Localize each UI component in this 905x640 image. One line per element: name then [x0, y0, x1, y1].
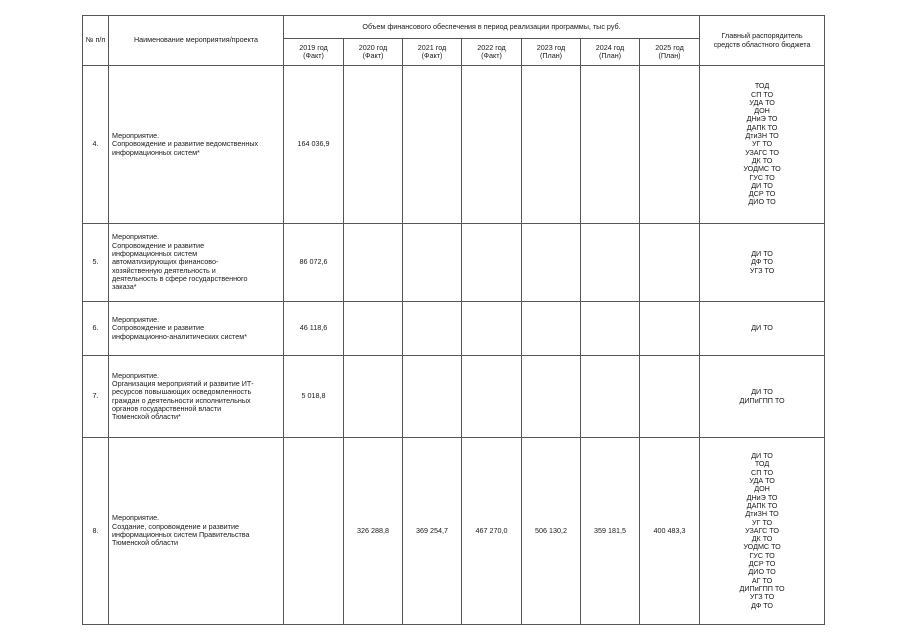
header-num: № п/п [83, 16, 109, 66]
row-value [403, 224, 462, 302]
distributor-code: УГ ТО [751, 139, 773, 149]
distributor-code: СП ТО [751, 467, 774, 477]
table-row [83, 438, 825, 625]
header-year [344, 39, 403, 66]
distributor-code: ДИ ТО [751, 451, 773, 461]
row-value [522, 224, 581, 302]
year-label: 2021 год [417, 42, 447, 52]
row-value [462, 224, 522, 302]
row-name [109, 224, 284, 302]
header-year [462, 39, 522, 66]
row-name-line: информационных систем Правительства [112, 530, 250, 539]
row-name [109, 302, 284, 356]
row-value [403, 66, 462, 224]
distributor-code: ДФ ТО [751, 600, 773, 610]
row-name-line: информационных систем* [112, 147, 200, 157]
row-value [581, 66, 640, 224]
row-distributors [700, 224, 825, 302]
row-name-line: Сопровождение и развитие [112, 323, 205, 333]
distributor-code: ДАПК ТО [746, 500, 778, 510]
header-name: Наименование мероприятия/проекта [109, 16, 284, 66]
distributor-code: АГ ТО [751, 575, 773, 585]
row-name-line: Мероприятие. [112, 513, 160, 523]
row-name-line: Сопровождение и развитие [112, 240, 205, 250]
table-row [83, 66, 825, 224]
distributor-code: ДК ТО [751, 155, 773, 165]
row-distributors [700, 438, 825, 625]
row-value: 467 270,0 [462, 438, 522, 625]
row-value: 5 018,8 [284, 356, 344, 438]
row-name [109, 438, 284, 625]
year-status: (Факт) [362, 51, 384, 60]
row-name-line: Тюменской области* [112, 412, 181, 422]
row-value [344, 302, 403, 356]
row-distributors [700, 66, 825, 224]
header-row-1 [83, 16, 825, 39]
row-name-line: Организация мероприятий и развитие ИТ- [112, 378, 254, 388]
year-status: (План) [658, 51, 681, 60]
year-label: 2025 год [655, 42, 684, 52]
year-status: (План) [598, 51, 622, 60]
row-value [522, 356, 581, 438]
year-status: (Факт) [481, 51, 502, 60]
distributor-code: ТОД [754, 459, 770, 469]
row-name-line: деятельность в сфере государственного [112, 273, 248, 283]
distributor-code: ДСР ТО [748, 189, 776, 199]
row-distributors [700, 356, 825, 438]
row-value [344, 66, 403, 224]
row-name-line: заказа* [112, 282, 137, 292]
header-distributor-line: Главный распорядитель [721, 31, 803, 41]
program-table [82, 15, 825, 625]
distributor-code: УДА ТО [749, 476, 775, 486]
row-value [462, 356, 522, 438]
row-name-line: Мероприятие. [112, 370, 160, 380]
row-name-line: Мероприятие. [112, 232, 160, 242]
row-name-line: Создание, сопровождение и развитие [112, 521, 239, 531]
row-name-line: Мероприятие. [112, 131, 160, 141]
row-name-line: автоматизирующих финансово- [112, 257, 219, 267]
distributor-code: ДИ ТО [751, 323, 773, 333]
year-status: (План) [539, 51, 563, 60]
header-year [403, 39, 462, 66]
distributor-code: ДИО ТО [748, 197, 776, 207]
header-year [640, 39, 700, 66]
row-number: 8. [83, 438, 109, 625]
distributor-code: ДИПиГПП ТО [739, 395, 785, 405]
distributor-code: ДтиЗН ТО [745, 131, 779, 141]
distributor-code: УГ ТО [751, 517, 773, 527]
table-row [83, 224, 825, 302]
header-distributor-line: средств областного бюджета [713, 39, 811, 49]
distributor-code: ГУС ТО [749, 550, 775, 560]
row-number: 5. [83, 224, 109, 302]
distributor-code: УОДМС ТО [743, 542, 781, 552]
row-name [109, 66, 284, 224]
row-value [284, 438, 344, 625]
row-name-line: органов государственной власти [112, 403, 222, 413]
row-value: 369 254,7 [403, 438, 462, 625]
table-row [83, 302, 825, 356]
distributor-code: УДА ТО [749, 97, 775, 107]
year-label: 2024 год [595, 42, 625, 52]
distributor-code: ДФ ТО [751, 257, 773, 267]
distributor-code: УГЗ ТО [749, 592, 775, 602]
distributor-code: ДИО ТО [748, 567, 776, 577]
year-label: 2019 год [299, 42, 328, 52]
distributor-code: УЗАГС ТО [745, 525, 780, 535]
year-label: 2023 год [536, 42, 566, 52]
row-value [344, 224, 403, 302]
row-value [640, 224, 700, 302]
row-value [522, 66, 581, 224]
distributor-code: ДИ ТО [751, 180, 773, 190]
row-value [640, 302, 700, 356]
row-number: 4. [83, 66, 109, 224]
distributor-code: ДОН [754, 484, 770, 494]
row-name-line: Тюменской области [112, 538, 179, 548]
distributor-code: УОДМС ТО [743, 164, 781, 174]
distributor-code: ДОН [754, 106, 770, 116]
row-name-line: Мероприятие. [112, 315, 160, 325]
row-value [344, 356, 403, 438]
header-finance: Объем финансового обеспечения в период реализации программы, тыс руб. [284, 16, 700, 39]
header-year [522, 39, 581, 66]
distributor-code: ДИПиГПП ТО [739, 583, 785, 593]
row-value [581, 356, 640, 438]
row-name-line: хозяйственную деятельность и [112, 265, 216, 275]
row-value: 326 288,8 [344, 438, 403, 625]
row-value [640, 66, 700, 224]
header-distributor [700, 16, 825, 66]
distributor-code: ДАПК ТО [746, 122, 778, 132]
header-year [581, 39, 640, 66]
distributor-code: СП ТО [751, 89, 774, 99]
year-status: (Факт) [421, 51, 443, 60]
distributor-code: УГЗ ТО [749, 265, 775, 275]
row-name-line: информационно-аналитических систем* [112, 331, 248, 341]
header-year [284, 39, 344, 66]
year-status: (Факт) [303, 51, 324, 60]
row-number: 7. [83, 356, 109, 438]
row-value [403, 356, 462, 438]
row-value [522, 302, 581, 356]
year-label: 2020 год [358, 42, 388, 52]
row-distributors [700, 302, 825, 356]
year-label: 2022 год [477, 42, 506, 52]
distributor-code: УЗАГС ТО [745, 147, 780, 157]
distributor-code: ДИ ТО [751, 249, 773, 259]
row-value [462, 66, 522, 224]
row-value [640, 356, 700, 438]
row-name-line: ресурсов повышающих осведомленность [112, 387, 252, 397]
row-name-line: информационных систем [112, 249, 198, 259]
distributor-code: ДСР ТО [748, 559, 776, 569]
row-value: 164 036,9 [284, 66, 344, 224]
row-name-line: Сопровождение и развитие ведомственных [112, 139, 259, 149]
distributor-code: ДтиЗН ТО [745, 509, 779, 519]
row-name-line: граждан о деятельности исполнительных [112, 395, 251, 405]
distributor-code: ДИ ТО [751, 387, 773, 397]
row-value: 359 181,5 [581, 438, 640, 625]
distributor-code: ДНиЭ ТО [746, 492, 778, 502]
row-value [403, 302, 462, 356]
row-value: 86 072,6 [284, 224, 344, 302]
row-number: 6. [83, 302, 109, 356]
row-value [581, 302, 640, 356]
distributor-code: ДНиЭ ТО [746, 114, 778, 124]
row-name [109, 356, 284, 438]
table-row [83, 356, 825, 438]
row-value: 46 118,6 [284, 302, 344, 356]
distributor-code: ДК ТО [751, 534, 773, 544]
row-value: 506 130,2 [522, 438, 581, 625]
distributor-code: ТОД [754, 81, 770, 91]
row-value [462, 302, 522, 356]
distributor-code: ГУС ТО [749, 172, 775, 182]
row-value [581, 224, 640, 302]
row-value: 400 483,3 [640, 438, 700, 625]
